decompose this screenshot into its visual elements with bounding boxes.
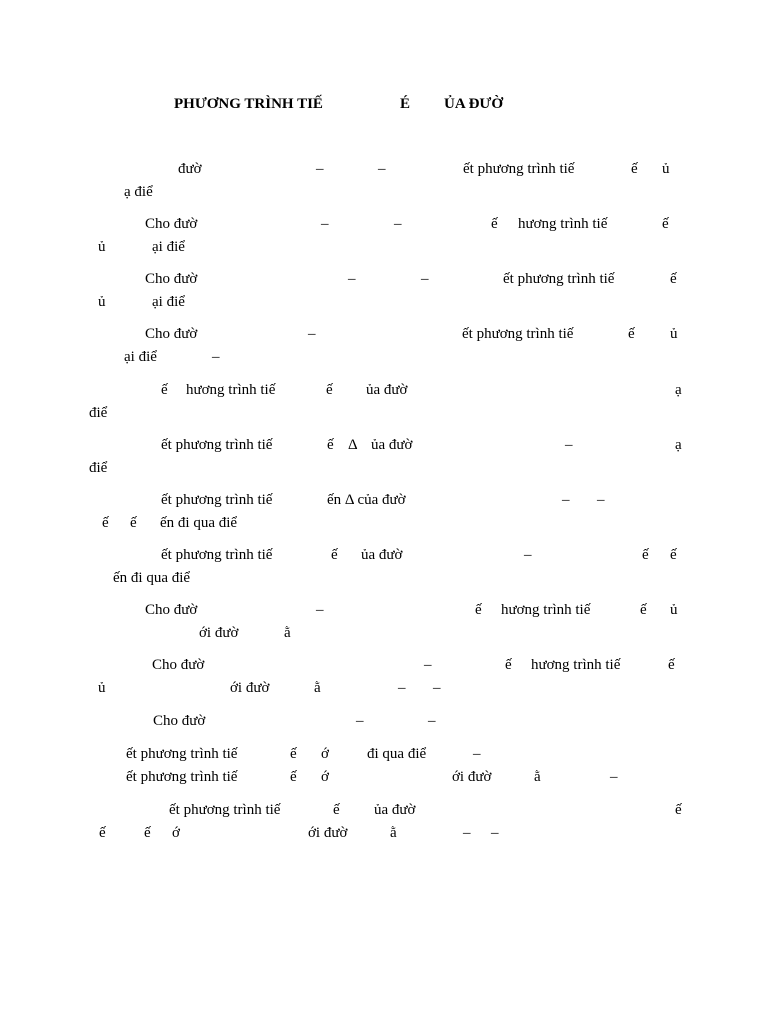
body-text-fragment: ủ (98, 680, 106, 696)
body-text-fragment: – (424, 657, 432, 673)
body-text-fragment: ại điể (152, 294, 185, 310)
body-text-fragment: ủa đườ (371, 437, 413, 453)
body-text-fragment: hương trình tiế (501, 602, 591, 618)
body-text-fragment: Cho đườ (145, 326, 198, 342)
body-text-fragment: ủ (670, 326, 678, 342)
body-text-fragment: ế (505, 657, 512, 673)
body-text-fragment: – (473, 746, 481, 762)
body-text-fragment: ế (102, 515, 109, 531)
body-text-fragment: ế (628, 326, 635, 342)
body-text-fragment: – (421, 271, 429, 287)
body-text-fragment: – (348, 271, 356, 287)
body-text-fragment: Cho đườ (153, 713, 206, 729)
body-text-fragment: ủ (662, 161, 670, 177)
body-text-fragment: ết phương trình tiế (161, 492, 273, 508)
body-text-fragment: ế (290, 746, 297, 762)
body-text-fragment: ủ (670, 602, 678, 618)
body-text-fragment: – (565, 437, 573, 453)
body-text-fragment: ớ (321, 769, 329, 785)
body-text-fragment: ết phương trình tiế (463, 161, 575, 177)
body-text-fragment: hương trình tiế (531, 657, 621, 673)
body-text-fragment: ế (144, 825, 151, 841)
body-text-fragment: ế (670, 271, 677, 287)
body-text-fragment: ế (290, 769, 297, 785)
page-title-fragment: ỦA ĐƯỜ (444, 96, 504, 112)
body-text-fragment: ế (662, 216, 669, 232)
body-text-fragment: ết phương trình tiế (161, 547, 273, 563)
body-text-fragment: điể (89, 460, 108, 476)
body-text-fragment: Cho đườ (145, 602, 198, 618)
body-text-fragment: ằ (390, 825, 397, 841)
body-text-fragment: ằ (534, 769, 541, 785)
body-text-fragment: – (212, 349, 220, 365)
body-text-fragment: Cho đườ (145, 271, 198, 287)
body-text-fragment: ế (640, 602, 647, 618)
body-text-fragment: – (394, 216, 402, 232)
body-text-fragment: ến đi qua điể (160, 515, 238, 531)
page-title-fragment: É (400, 96, 411, 112)
body-text-fragment: ại điể (152, 239, 185, 255)
body-text-fragment: hương trình tiế (518, 216, 608, 232)
body-text-fragment: ế (642, 547, 649, 563)
body-text-fragment: ại điể (124, 349, 157, 365)
body-text-fragment: ế (475, 602, 482, 618)
body-text-fragment: ạ điể (124, 184, 153, 200)
body-text-fragment: ới đườ (452, 769, 492, 785)
body-text-fragment: ạ (675, 382, 682, 398)
body-text-fragment: ết phương trình tiế (169, 802, 281, 818)
body-text-fragment: – (428, 713, 436, 729)
body-text-fragment: điể (89, 405, 108, 421)
body-text-fragment: ạ (675, 437, 682, 453)
body-text-fragment: ủa đườ (374, 802, 416, 818)
body-text-fragment: ới đườ (199, 625, 239, 641)
body-text-fragment: – (524, 547, 532, 563)
body-text-fragment: – (316, 161, 324, 177)
body-text-fragment: – (398, 680, 406, 696)
body-text-fragment: – (316, 602, 324, 618)
body-text-fragment: Cho đườ (145, 216, 198, 232)
body-text-fragment: – (463, 825, 471, 841)
body-text-fragment: – (610, 769, 618, 785)
body-text-fragment: ằ (314, 680, 321, 696)
body-text-fragment: Δ (348, 437, 358, 453)
body-text-fragment: ằ (284, 625, 291, 641)
body-text-fragment: ế (631, 161, 638, 177)
body-text-fragment: ế (670, 547, 677, 563)
body-text-fragment: hương trình tiế (186, 382, 276, 398)
body-text-fragment: ới đườ (308, 825, 348, 841)
body-text-fragment: ết phương trình tiế (503, 271, 615, 287)
body-text-fragment: ớ (321, 746, 329, 762)
body-text-fragment: ế (331, 547, 338, 563)
body-text-fragment: – (356, 713, 364, 729)
body-text-fragment: ế (327, 437, 334, 453)
body-text-fragment: – (597, 492, 605, 508)
body-text-fragment: ủ (98, 239, 106, 255)
body-text-fragment: – (321, 216, 329, 232)
body-text-fragment: ế (99, 825, 106, 841)
body-text-fragment: – (308, 326, 316, 342)
body-text-fragment: ết phương trình tiế (126, 769, 238, 785)
body-text-fragment: ới đườ (230, 680, 270, 696)
body-text-fragment: ế (491, 216, 498, 232)
body-text-fragment: ế (130, 515, 137, 531)
body-text-fragment: ủ (98, 294, 106, 310)
body-text-fragment: ủa đườ (361, 547, 403, 563)
body-text-fragment: – (433, 680, 441, 696)
page-title-fragment: PHƯƠNG TRÌNH TIẾ (174, 96, 323, 112)
body-text-fragment: – (562, 492, 570, 508)
body-text-fragment: – (491, 825, 499, 841)
body-text-fragment: ết phương trình tiế (126, 746, 238, 762)
body-text-fragment: đườ (178, 161, 202, 177)
body-text-fragment: ết phương trình tiế (161, 437, 273, 453)
body-text-fragment: ế (333, 802, 340, 818)
body-text-fragment: ớ (172, 825, 180, 841)
body-text-fragment: đi qua điể (367, 746, 427, 762)
body-text-fragment: ế (675, 802, 682, 818)
body-text-fragment: ế (161, 382, 168, 398)
body-text-fragment: ết phương trình tiế (462, 326, 574, 342)
body-text-fragment: Cho đườ (152, 657, 205, 673)
body-text-fragment: – (378, 161, 386, 177)
body-text-fragment: ủa đườ (366, 382, 408, 398)
body-text-fragment: ến Δ của đườ (327, 492, 406, 508)
body-text-fragment: ế (326, 382, 333, 398)
body-text-fragment: ến đi qua điể (113, 570, 191, 586)
body-text-fragment: ế (668, 657, 675, 673)
